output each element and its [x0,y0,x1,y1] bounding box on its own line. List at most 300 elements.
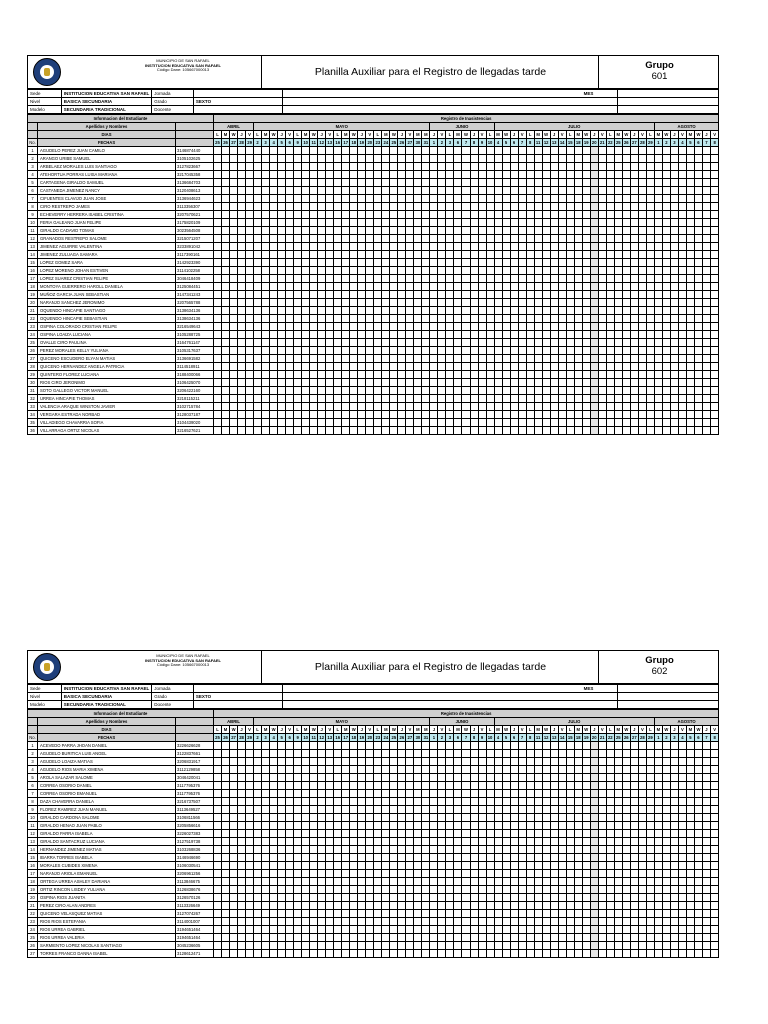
attendance-cell[interactable] [382,822,390,830]
attendance-cell[interactable] [286,758,294,766]
attendance-cell[interactable] [414,750,422,758]
attendance-cell[interactable] [278,275,286,283]
attendance-cell[interactable] [614,750,622,758]
attendance-cell[interactable] [382,379,390,387]
attendance-cell[interactable] [278,227,286,235]
attendance-cell[interactable] [414,395,422,403]
attendance-cell[interactable] [350,942,358,950]
attendance-cell[interactable] [710,339,718,347]
attendance-cell[interactable] [590,259,598,267]
attendance-cell[interactable] [262,387,270,395]
attendance-cell[interactable] [230,846,238,854]
attendance-cell[interactable] [518,179,526,187]
attendance-cell[interactable] [702,950,710,958]
attendance-cell[interactable] [678,155,686,163]
attendance-cell[interactable] [486,155,494,163]
attendance-cell[interactable] [238,155,246,163]
attendance-cell[interactable] [598,283,606,291]
attendance-cell[interactable] [366,299,374,307]
attendance-cell[interactable] [510,774,518,782]
attendance-cell[interactable] [574,355,582,363]
attendance-cell[interactable] [638,307,646,315]
attendance-cell[interactable] [510,203,518,211]
attendance-cell[interactable] [254,347,262,355]
attendance-cell[interactable] [670,798,678,806]
attendance-cell[interactable] [550,203,558,211]
attendance-cell[interactable] [390,331,398,339]
attendance-cell[interactable] [390,790,398,798]
attendance-cell[interactable] [566,307,574,315]
attendance-cell[interactable] [638,251,646,259]
attendance-cell[interactable] [366,171,374,179]
attendance-cell[interactable] [222,251,230,259]
attendance-cell[interactable] [302,878,310,886]
attendance-cell[interactable] [646,902,654,910]
attendance-cell[interactable] [550,283,558,291]
attendance-cell[interactable] [286,339,294,347]
attendance-cell[interactable] [398,934,406,942]
attendance-cell[interactable] [278,331,286,339]
attendance-cell[interactable] [390,758,398,766]
attendance-cell[interactable] [526,918,534,926]
attendance-cell[interactable] [494,774,502,782]
attendance-cell[interactable] [438,371,446,379]
attendance-cell[interactable] [358,814,366,822]
attendance-cell[interactable] [478,259,486,267]
attendance-cell[interactable] [334,227,342,235]
attendance-cell[interactable] [662,742,670,750]
attendance-cell[interactable] [222,910,230,918]
attendance-cell[interactable] [342,806,350,814]
attendance-cell[interactable] [254,195,262,203]
attendance-cell[interactable] [582,187,590,195]
attendance-cell[interactable] [342,339,350,347]
attendance-cell[interactable] [414,766,422,774]
attendance-cell[interactable] [246,347,254,355]
attendance-cell[interactable] [422,195,430,203]
attendance-cell[interactable] [614,411,622,419]
attendance-cell[interactable] [294,379,302,387]
attendance-cell[interactable] [214,211,222,219]
attendance-cell[interactable] [622,750,630,758]
attendance-cell[interactable] [366,227,374,235]
attendance-cell[interactable] [446,187,454,195]
attendance-cell[interactable] [478,267,486,275]
attendance-cell[interactable] [454,846,462,854]
attendance-cell[interactable] [542,419,550,427]
attendance-cell[interactable] [590,878,598,886]
attendance-cell[interactable] [310,806,318,814]
attendance-cell[interactable] [414,798,422,806]
attendance-cell[interactable] [534,910,542,918]
attendance-cell[interactable] [542,822,550,830]
attendance-cell[interactable] [662,758,670,766]
attendance-cell[interactable] [590,934,598,942]
attendance-cell[interactable] [230,299,238,307]
attendance-cell[interactable] [502,147,510,155]
attendance-cell[interactable] [670,299,678,307]
attendance-cell[interactable] [550,854,558,862]
attendance-cell[interactable] [678,854,686,862]
attendance-cell[interactable] [558,299,566,307]
attendance-cell[interactable] [262,339,270,347]
attendance-cell[interactable] [606,870,614,878]
attendance-cell[interactable] [462,806,470,814]
attendance-cell[interactable] [502,926,510,934]
attendance-cell[interactable] [526,187,534,195]
attendance-cell[interactable] [414,910,422,918]
attendance-cell[interactable] [670,427,678,435]
attendance-cell[interactable] [478,307,486,315]
attendance-cell[interactable] [534,806,542,814]
attendance-cell[interactable] [318,171,326,179]
attendance-cell[interactable] [590,798,598,806]
attendance-cell[interactable] [326,750,334,758]
attendance-cell[interactable] [270,403,278,411]
attendance-cell[interactable] [574,950,582,958]
attendance-cell[interactable] [574,910,582,918]
attendance-cell[interactable] [270,926,278,934]
attendance-cell[interactable] [254,910,262,918]
attendance-cell[interactable] [310,379,318,387]
attendance-cell[interactable] [590,147,598,155]
attendance-cell[interactable] [710,315,718,323]
attendance-cell[interactable] [550,814,558,822]
attendance-cell[interactable] [518,411,526,419]
attendance-cell[interactable] [334,179,342,187]
attendance-cell[interactable] [374,259,382,267]
attendance-cell[interactable] [670,411,678,419]
attendance-cell[interactable] [238,894,246,902]
attendance-cell[interactable] [214,814,222,822]
attendance-cell[interactable] [262,902,270,910]
attendance-cell[interactable] [702,830,710,838]
attendance-cell[interactable] [590,419,598,427]
attendance-cell[interactable] [286,822,294,830]
attendance-cell[interactable] [414,862,422,870]
attendance-cell[interactable] [246,371,254,379]
attendance-cell[interactable] [614,902,622,910]
attendance-cell[interactable] [630,750,638,758]
attendance-cell[interactable] [694,862,702,870]
attendance-cell[interactable] [462,774,470,782]
attendance-cell[interactable] [478,950,486,958]
attendance-cell[interactable] [398,766,406,774]
attendance-cell[interactable] [294,299,302,307]
attendance-cell[interactable] [526,950,534,958]
attendance-cell[interactable] [310,267,318,275]
attendance-cell[interactable] [278,347,286,355]
attendance-cell[interactable] [238,243,246,251]
attendance-cell[interactable] [342,790,350,798]
attendance-cell[interactable] [302,790,310,798]
attendance-cell[interactable] [582,179,590,187]
attendance-cell[interactable] [438,838,446,846]
attendance-cell[interactable] [462,243,470,251]
attendance-cell[interactable] [662,387,670,395]
attendance-cell[interactable] [574,219,582,227]
attendance-cell[interactable] [630,315,638,323]
attendance-cell[interactable] [310,750,318,758]
attendance-cell[interactable] [238,782,246,790]
attendance-cell[interactable] [238,910,246,918]
attendance-cell[interactable] [614,798,622,806]
attendance-cell[interactable] [446,790,454,798]
attendance-cell[interactable] [454,950,462,958]
attendance-cell[interactable] [590,403,598,411]
attendance-cell[interactable] [566,814,574,822]
attendance-cell[interactable] [358,774,366,782]
attendance-cell[interactable] [302,838,310,846]
attendance-cell[interactable] [310,798,318,806]
attendance-cell[interactable] [262,806,270,814]
attendance-cell[interactable] [310,155,318,163]
attendance-cell[interactable] [598,894,606,902]
attendance-cell[interactable] [278,862,286,870]
attendance-cell[interactable] [654,822,662,830]
attendance-cell[interactable] [518,926,526,934]
attendance-cell[interactable] [286,950,294,958]
attendance-cell[interactable] [462,299,470,307]
attendance-cell[interactable] [478,419,486,427]
attendance-cell[interactable] [518,403,526,411]
attendance-cell[interactable] [678,251,686,259]
attendance-cell[interactable] [382,251,390,259]
attendance-cell[interactable] [702,251,710,259]
attendance-cell[interactable] [478,155,486,163]
attendance-cell[interactable] [222,275,230,283]
attendance-cell[interactable] [494,750,502,758]
attendance-cell[interactable] [438,315,446,323]
attendance-cell[interactable] [270,950,278,958]
attendance-cell[interactable] [478,179,486,187]
attendance-cell[interactable] [694,323,702,331]
attendance-cell[interactable] [574,203,582,211]
attendance-cell[interactable] [446,942,454,950]
attendance-cell[interactable] [262,323,270,331]
attendance-cell[interactable] [654,339,662,347]
attendance-cell[interactable] [430,363,438,371]
attendance-cell[interactable] [550,934,558,942]
attendance-cell[interactable] [646,379,654,387]
attendance-cell[interactable] [702,187,710,195]
attendance-cell[interactable] [454,742,462,750]
attendance-cell[interactable] [446,774,454,782]
attendance-cell[interactable] [302,894,310,902]
attendance-cell[interactable] [326,363,334,371]
attendance-cell[interactable] [702,419,710,427]
attendance-cell[interactable] [590,942,598,950]
attendance-cell[interactable] [518,395,526,403]
attendance-cell[interactable] [230,387,238,395]
attendance-cell[interactable] [390,862,398,870]
attendance-cell[interactable] [422,878,430,886]
attendance-cell[interactable] [222,798,230,806]
attendance-cell[interactable] [278,758,286,766]
attendance-cell[interactable] [382,766,390,774]
attendance-cell[interactable] [326,854,334,862]
attendance-cell[interactable] [574,307,582,315]
attendance-cell[interactable] [342,227,350,235]
attendance-cell[interactable] [518,934,526,942]
attendance-cell[interactable] [430,307,438,315]
attendance-cell[interactable] [582,171,590,179]
attendance-cell[interactable] [262,155,270,163]
attendance-cell[interactable] [390,259,398,267]
attendance-cell[interactable] [230,171,238,179]
attendance-cell[interactable] [270,371,278,379]
attendance-cell[interactable] [446,822,454,830]
attendance-cell[interactable] [318,235,326,243]
attendance-cell[interactable] [254,251,262,259]
attendance-cell[interactable] [262,782,270,790]
attendance-cell[interactable] [630,838,638,846]
attendance-cell[interactable] [254,147,262,155]
attendance-cell[interactable] [318,822,326,830]
attendance-cell[interactable] [358,275,366,283]
attendance-cell[interactable] [646,275,654,283]
attendance-cell[interactable] [558,275,566,283]
attendance-cell[interactable] [678,846,686,854]
attendance-cell[interactable] [390,942,398,950]
attendance-cell[interactable] [278,411,286,419]
attendance-cell[interactable] [406,283,414,291]
attendance-cell[interactable] [318,307,326,315]
attendance-cell[interactable] [654,171,662,179]
attendance-cell[interactable] [638,315,646,323]
attendance-cell[interactable] [422,806,430,814]
attendance-cell[interactable] [390,235,398,243]
attendance-cell[interactable] [526,902,534,910]
attendance-cell[interactable] [518,758,526,766]
attendance-cell[interactable] [414,283,422,291]
attendance-cell[interactable] [694,395,702,403]
attendance-cell[interactable] [558,363,566,371]
attendance-cell[interactable] [702,782,710,790]
attendance-cell[interactable] [214,742,222,750]
attendance-cell[interactable] [566,179,574,187]
attendance-cell[interactable] [638,235,646,243]
attendance-cell[interactable] [318,395,326,403]
attendance-cell[interactable] [214,227,222,235]
attendance-cell[interactable] [662,870,670,878]
attendance-cell[interactable] [422,291,430,299]
attendance-cell[interactable] [382,926,390,934]
attendance-cell[interactable] [550,942,558,950]
attendance-cell[interactable] [294,742,302,750]
attendance-cell[interactable] [438,411,446,419]
attendance-cell[interactable] [678,315,686,323]
attendance-cell[interactable] [694,411,702,419]
attendance-cell[interactable] [374,846,382,854]
attendance-cell[interactable] [542,806,550,814]
attendance-cell[interactable] [262,918,270,926]
attendance-cell[interactable] [710,742,718,750]
attendance-cell[interactable] [358,862,366,870]
attendance-cell[interactable] [358,750,366,758]
attendance-cell[interactable] [246,259,254,267]
attendance-cell[interactable] [550,147,558,155]
attendance-cell[interactable] [670,211,678,219]
attendance-cell[interactable] [678,774,686,782]
attendance-cell[interactable] [494,902,502,910]
attendance-cell[interactable] [406,846,414,854]
attendance-cell[interactable] [214,147,222,155]
attendance-cell[interactable] [662,411,670,419]
attendance-cell[interactable] [542,187,550,195]
attendance-cell[interactable] [702,291,710,299]
attendance-cell[interactable] [398,427,406,435]
attendance-cell[interactable] [222,339,230,347]
attendance-cell[interactable] [534,798,542,806]
attendance-cell[interactable] [662,299,670,307]
attendance-cell[interactable] [422,243,430,251]
attendance-cell[interactable] [294,283,302,291]
attendance-cell[interactable] [302,347,310,355]
attendance-cell[interactable] [214,379,222,387]
attendance-cell[interactable] [326,307,334,315]
attendance-cell[interactable] [358,363,366,371]
attendance-cell[interactable] [678,427,686,435]
attendance-cell[interactable] [534,846,542,854]
attendance-cell[interactable] [358,830,366,838]
attendance-cell[interactable] [374,371,382,379]
attendance-cell[interactable] [422,774,430,782]
attendance-cell[interactable] [446,427,454,435]
attendance-cell[interactable] [238,371,246,379]
attendance-cell[interactable] [302,339,310,347]
attendance-cell[interactable] [606,283,614,291]
attendance-cell[interactable] [462,926,470,934]
attendance-cell[interactable] [606,363,614,371]
attendance-cell[interactable] [334,275,342,283]
attendance-cell[interactable] [694,155,702,163]
attendance-cell[interactable] [374,758,382,766]
attendance-cell[interactable] [302,251,310,259]
attendance-cell[interactable] [214,355,222,363]
attendance-cell[interactable] [294,147,302,155]
attendance-cell[interactable] [446,838,454,846]
attendance-cell[interactable] [422,379,430,387]
attendance-cell[interactable] [374,187,382,195]
attendance-cell[interactable] [582,846,590,854]
attendance-cell[interactable] [526,155,534,163]
attendance-cell[interactable] [614,267,622,275]
attendance-cell[interactable] [486,830,494,838]
attendance-cell[interactable] [246,934,254,942]
attendance-cell[interactable] [518,774,526,782]
attendance-cell[interactable] [430,878,438,886]
attendance-cell[interactable] [486,926,494,934]
attendance-cell[interactable] [654,307,662,315]
attendance-cell[interactable] [430,315,438,323]
attendance-cell[interactable] [614,347,622,355]
attendance-cell[interactable] [686,758,694,766]
attendance-cell[interactable] [374,379,382,387]
attendance-cell[interactable] [566,203,574,211]
attendance-cell[interactable] [710,299,718,307]
attendance-cell[interactable] [542,211,550,219]
attendance-cell[interactable] [254,331,262,339]
attendance-cell[interactable] [262,355,270,363]
attendance-cell[interactable] [470,886,478,894]
attendance-cell[interactable] [598,147,606,155]
attendance-cell[interactable] [630,782,638,790]
attendance-cell[interactable] [390,894,398,902]
attendance-cell[interactable] [614,243,622,251]
attendance-cell[interactable] [374,942,382,950]
attendance-cell[interactable] [302,411,310,419]
